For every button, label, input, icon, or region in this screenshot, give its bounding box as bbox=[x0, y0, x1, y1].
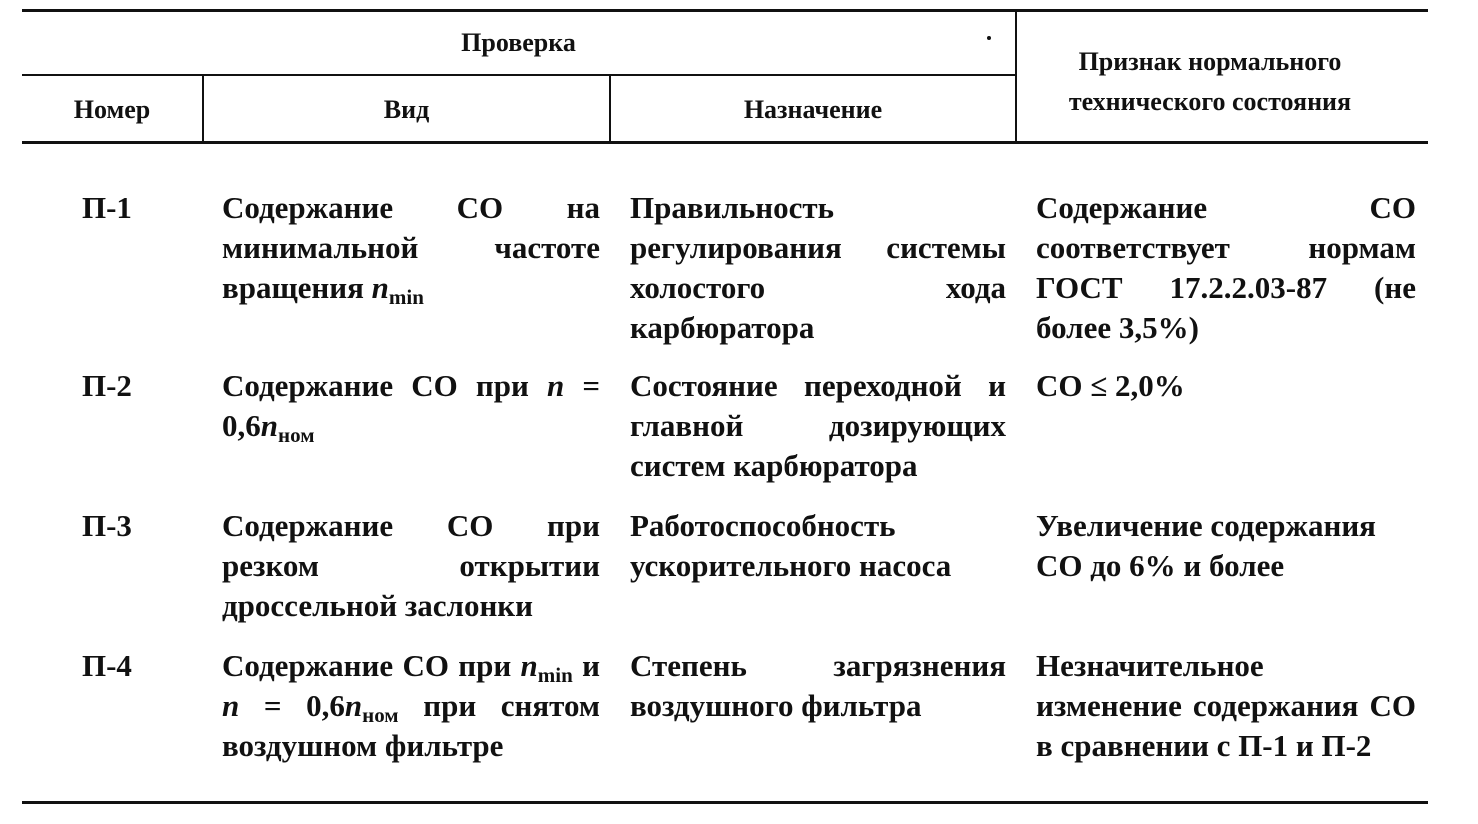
header-col-type: Вид bbox=[383, 95, 430, 124]
row-sign: Увеличение содержания CO до 6% и более bbox=[1036, 508, 1376, 583]
row-sign: CO ≤ 2,0% bbox=[1036, 368, 1185, 403]
row-purpose: Состояние переходной и главной дозирующих систем карбюратора bbox=[630, 368, 1006, 483]
header-group-rule bbox=[22, 74, 1017, 76]
row-sign: Незначительное изменение содержания CO в сравнении с П-1 и П-2 bbox=[1036, 648, 1416, 763]
row-type: Содержание CO при $n_{min}$ и $n = 0,6n_{ном}$ при снятом воздушном фильтре bbox=[222, 648, 601, 763]
header-bottom-rule bbox=[22, 141, 1428, 144]
row-sign: Содержание CO соответствует нормам ГОСТ 17.2.2.03-87 (не более 3,5%) bbox=[1036, 190, 1416, 345]
header-col-sign: Признак нормального технического состояния bbox=[1068, 47, 1352, 116]
header-col-number: Номер bbox=[73, 95, 151, 124]
header-col-purpose: Назначение bbox=[743, 95, 883, 124]
row-purpose: Правильность регулирования системы холостого хода карбюратора bbox=[630, 190, 1006, 345]
row-number: П-1 bbox=[82, 190, 132, 225]
row-purpose: Работоспособность ускорительного насоса bbox=[630, 508, 952, 583]
header-group-check: Проверка bbox=[461, 28, 576, 57]
col-divider-purpose bbox=[1015, 10, 1017, 142]
row-purpose: Степень загрязнения воздушного фильтра bbox=[630, 648, 1006, 723]
row-number: П-4 bbox=[82, 648, 132, 683]
row-type: Содержание CO при резком открытии дроссельной заслонки bbox=[222, 508, 600, 623]
table-top-rule bbox=[22, 9, 1428, 12]
row-type: Содержание CO при $n = 0,6n_{ном}$ bbox=[222, 368, 600, 447]
row-type: Содержание CO на минимальной частоте вращения $n_{min}$ bbox=[222, 190, 600, 309]
table-bottom-rule bbox=[22, 801, 1428, 804]
row-number: П-2 bbox=[82, 368, 132, 403]
row-number: П-3 bbox=[82, 508, 132, 543]
